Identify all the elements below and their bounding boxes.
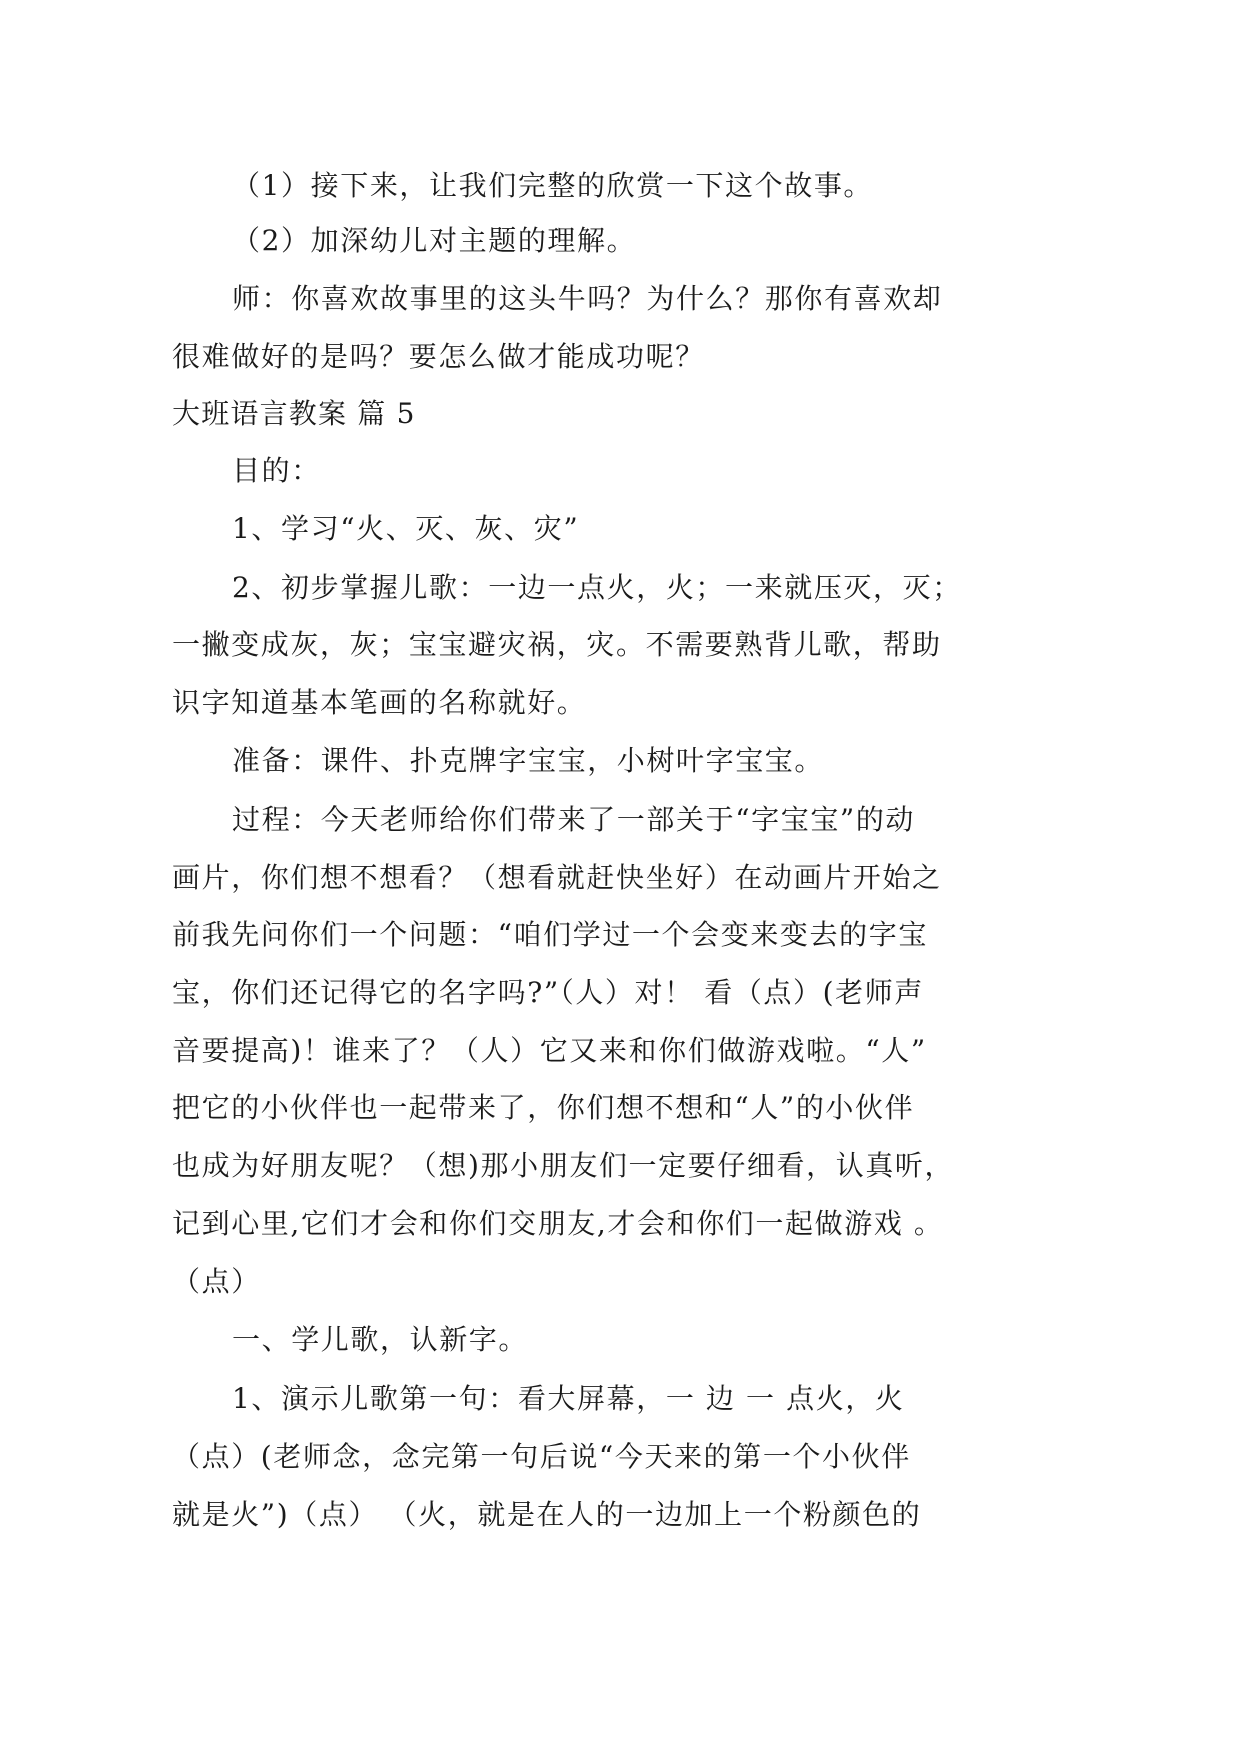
section-heading: 大班语言教案 篇 5 [172, 397, 416, 430]
text-line: （点） [172, 1265, 261, 1298]
text-line: 把它的小伙伴也一起带来了，你们想不想和“人”的小伙伴 [172, 1091, 915, 1124]
text-line: 目的： [232, 454, 321, 487]
text-line: 一、学儿歌，认新字。 [232, 1323, 529, 1356]
text-line: 1、学习“火、灭、灰、灾” [232, 512, 580, 545]
text-line: 准备：课件、扑克牌字宝宝，小树叶字宝宝。 [232, 744, 825, 777]
text-line: （点）(老师念，念完第一句后说“今天来的第一个小伙伴 [172, 1440, 911, 1473]
text-line: 师：你喜欢故事里的这头牛吗？为什么？那你有喜欢却 [232, 282, 943, 315]
text-line: 识字知道基本笔画的名称就好。 [172, 686, 587, 719]
text-line: 2、初步掌握儿歌：一边一点火，火；一来就压灭，灭； [232, 571, 962, 604]
text-line: 音要提高)！谁来了？（人）它又来和你们做游戏啦。“人” [172, 1034, 927, 1067]
text-line: 很难做好的是吗？要怎么做才能成功呢？ [172, 340, 705, 373]
text-line: 宝，你们还记得它的名字吗?”（人）对！ 看（点）(老师声 [172, 976, 924, 1009]
text-line: 前我先问你们一个问题：“咱们学过一个会变来变去的字宝 [172, 918, 928, 951]
text-line: 就是火”)（点） （火，就是在人的一边加上一个粉颜色的 [172, 1498, 922, 1531]
text-line: 画片，你们想不想看？（想看就赶快坐好）在动画片开始之 [172, 861, 942, 894]
text-line: 也成为好朋友呢？（想)那小朋友们一定要仔细看，认真听， [172, 1149, 955, 1182]
text-line: （2）加深幼儿对主题的理解。 [232, 224, 637, 257]
text-line: 一撇变成灰，灰；宝宝避灾祸，灾。不需要熟背儿歌，帮助 [172, 628, 942, 661]
text-line: （1）接下来，让我们完整的欣赏一下这个故事。 [232, 169, 874, 202]
text-line: 1、演示儿歌第一句：看大屏幕，一 边 一 点火，火 [232, 1382, 905, 1415]
text-line: 过程：今天老师给你们带来了一部关于“字宝宝”的动 [232, 803, 916, 836]
text-line: 记到心里,它们才会和你们交朋友,才会和你们一起做游戏 。 [172, 1207, 944, 1240]
